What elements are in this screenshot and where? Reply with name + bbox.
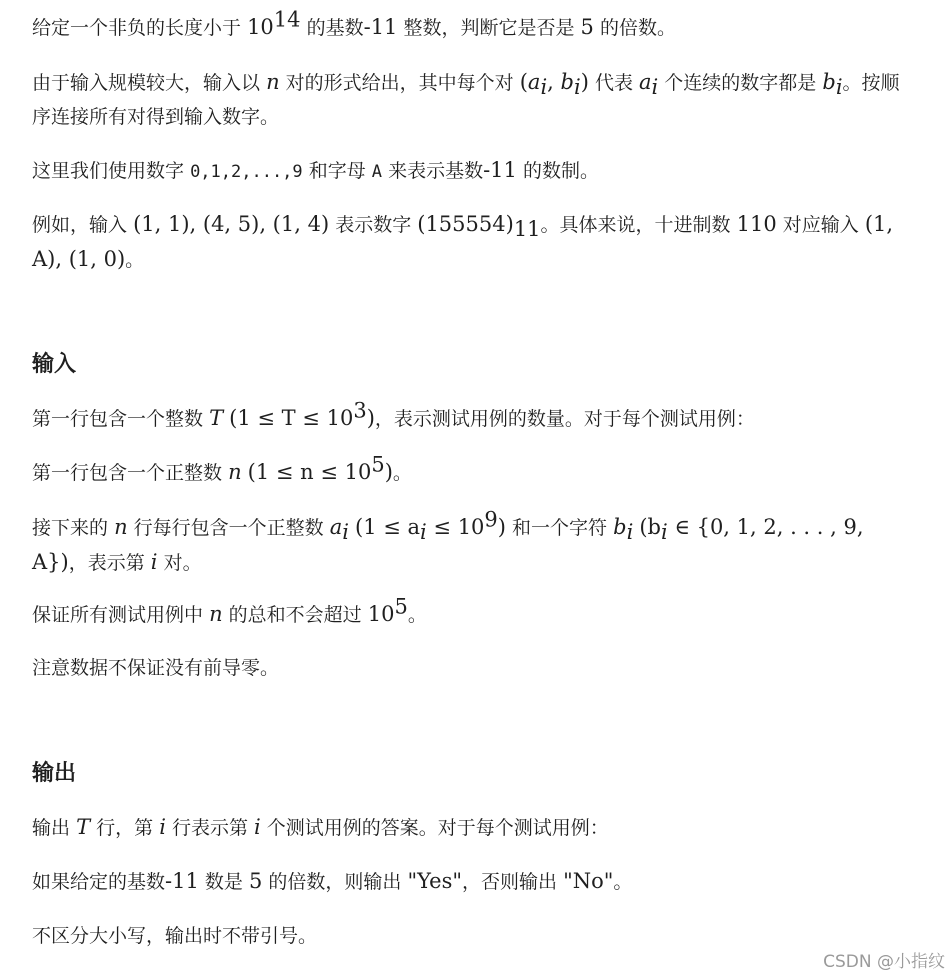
input-paragraph-3: 接下来的 n 行每行包含一个正整数 $a_i$ $(1 \le a_i \le 10^9)$ 和一个字符 $b_i$ ($b_i$ ∈ {0, 1, 2, . . . , 9, A})，表示第 i 对。 [32, 507, 864, 574]
output-paragraph-2: 如果给定的基数-11 数是 5 的倍数，则输出 "Yes"，否则输出 "No"。 [32, 869, 633, 893]
statement-paragraph-3: 这里我们使用数字 0,1,2,...,9 和字母 A 来表示基数-11 的数制。 [32, 158, 599, 182]
output-heading: 输出 [32, 761, 77, 786]
input-heading: 输入 [32, 352, 77, 377]
input-paragraph-1: 第一行包含一个整数 T $(1 \le T \le 10^3)$，表示测试用例的数量。对于每个测试用例： [32, 398, 755, 430]
input-paragraph-4: 保证所有测试用例中 n 的总和不会超过 $10^5$。 [32, 594, 427, 626]
output-paragraph-3: 不区分大小写，输出时不带引号。 [32, 925, 318, 947]
csdn-watermark: CSDN @小指纹 [823, 952, 945, 972]
statement-paragraph-4: 例如，输入 (1, 1), (4, 5), (1, 4) 表示数字 $(155554)_{11}$。具体来说，十进制数 110 对应输入 (1, A), (1, 0)。 [32, 212, 894, 271]
input-paragraph-2: 第一行包含一个正整数 n $(1 \le n \le 10^5)$。 [32, 452, 412, 484]
output-paragraph-1: 输出 T 行，第 i 行表示第 i 个测试用例的答案。对于每个测试用例： [32, 815, 609, 839]
input-paragraph-5: 注意数据不保证没有前导零。 [32, 657, 280, 679]
statement-paragraph-1: 给定一个非负的长度小于 $10^{14}$ 的基数-11 整数，判断它是否是 5 的倍数。 [32, 7, 676, 39]
statement-paragraph-2: 由于输入规模较大，输入以 n 对的形式给出，其中每个对 ($a_i$, $b_i$) 代表 $a_i$ 个连续的数字都是 $b_i$。按顺序连接所有对得到输入数字。 [32, 70, 900, 128]
